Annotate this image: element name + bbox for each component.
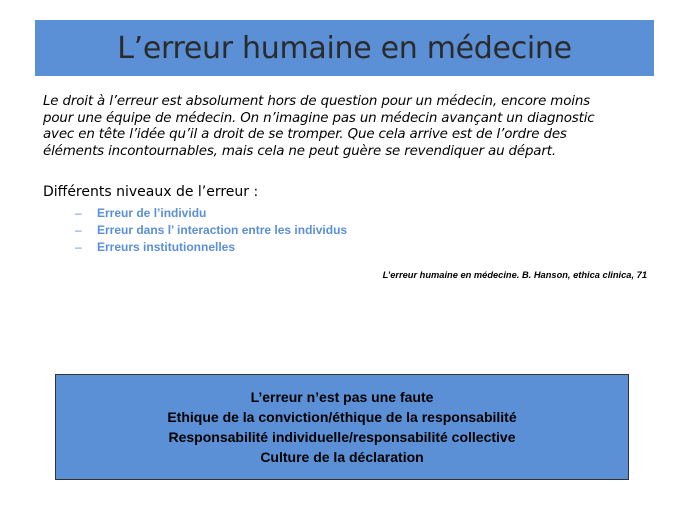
title-banner — [35, 20, 654, 76]
levels-heading: Différents niveaux de l’erreur : — [43, 184, 259, 200]
citation: L’erreur humaine en médecine. B. Hanson, ethica clinica, 71 — [382, 270, 647, 280]
dash-bullet: – — [75, 222, 82, 237]
quote-line: Le droit à l’erreur est absolument hors de question pour un médecin, encore moins — [43, 94, 590, 109]
quote-block — [43, 94, 653, 160]
slide-title: L’erreur humaine en médecine — [117, 30, 572, 66]
dash-bullet: – — [75, 239, 82, 254]
summary-line: L’erreur n’est pas une faute — [250, 389, 434, 405]
quote-line: avec en tête l’idée qu’il a droit de se tromper. Que cela arrive est de l’ordre des — [43, 127, 567, 143]
quote-line: éléments incontournables, mais cela ne peut guère se revendiquer au départ. — [43, 143, 556, 159]
levels-list — [75, 204, 347, 255]
summary-line: Ethique de la conviction/éthique de la responsabilité — [167, 409, 517, 425]
summary-box — [55, 374, 629, 480]
dash-bullet: – — [75, 205, 82, 220]
level-item — [75, 204, 347, 221]
level-label: Erreurs institutionnelles — [97, 239, 236, 254]
level-item — [75, 221, 347, 238]
quote-line: pour une équipe de médecin. On n’imagine pas un médecin avançant un diagnostic — [43, 110, 595, 126]
level-item — [75, 238, 347, 255]
level-label: Erreur dans l’ interaction entre les individus — [97, 222, 348, 237]
summary-line: Responsabilité individuelle/responsabilité collective — [168, 429, 516, 445]
summary-line: Culture de la déclaration — [260, 449, 424, 465]
level-label: Erreur de l’individu — [97, 205, 207, 220]
